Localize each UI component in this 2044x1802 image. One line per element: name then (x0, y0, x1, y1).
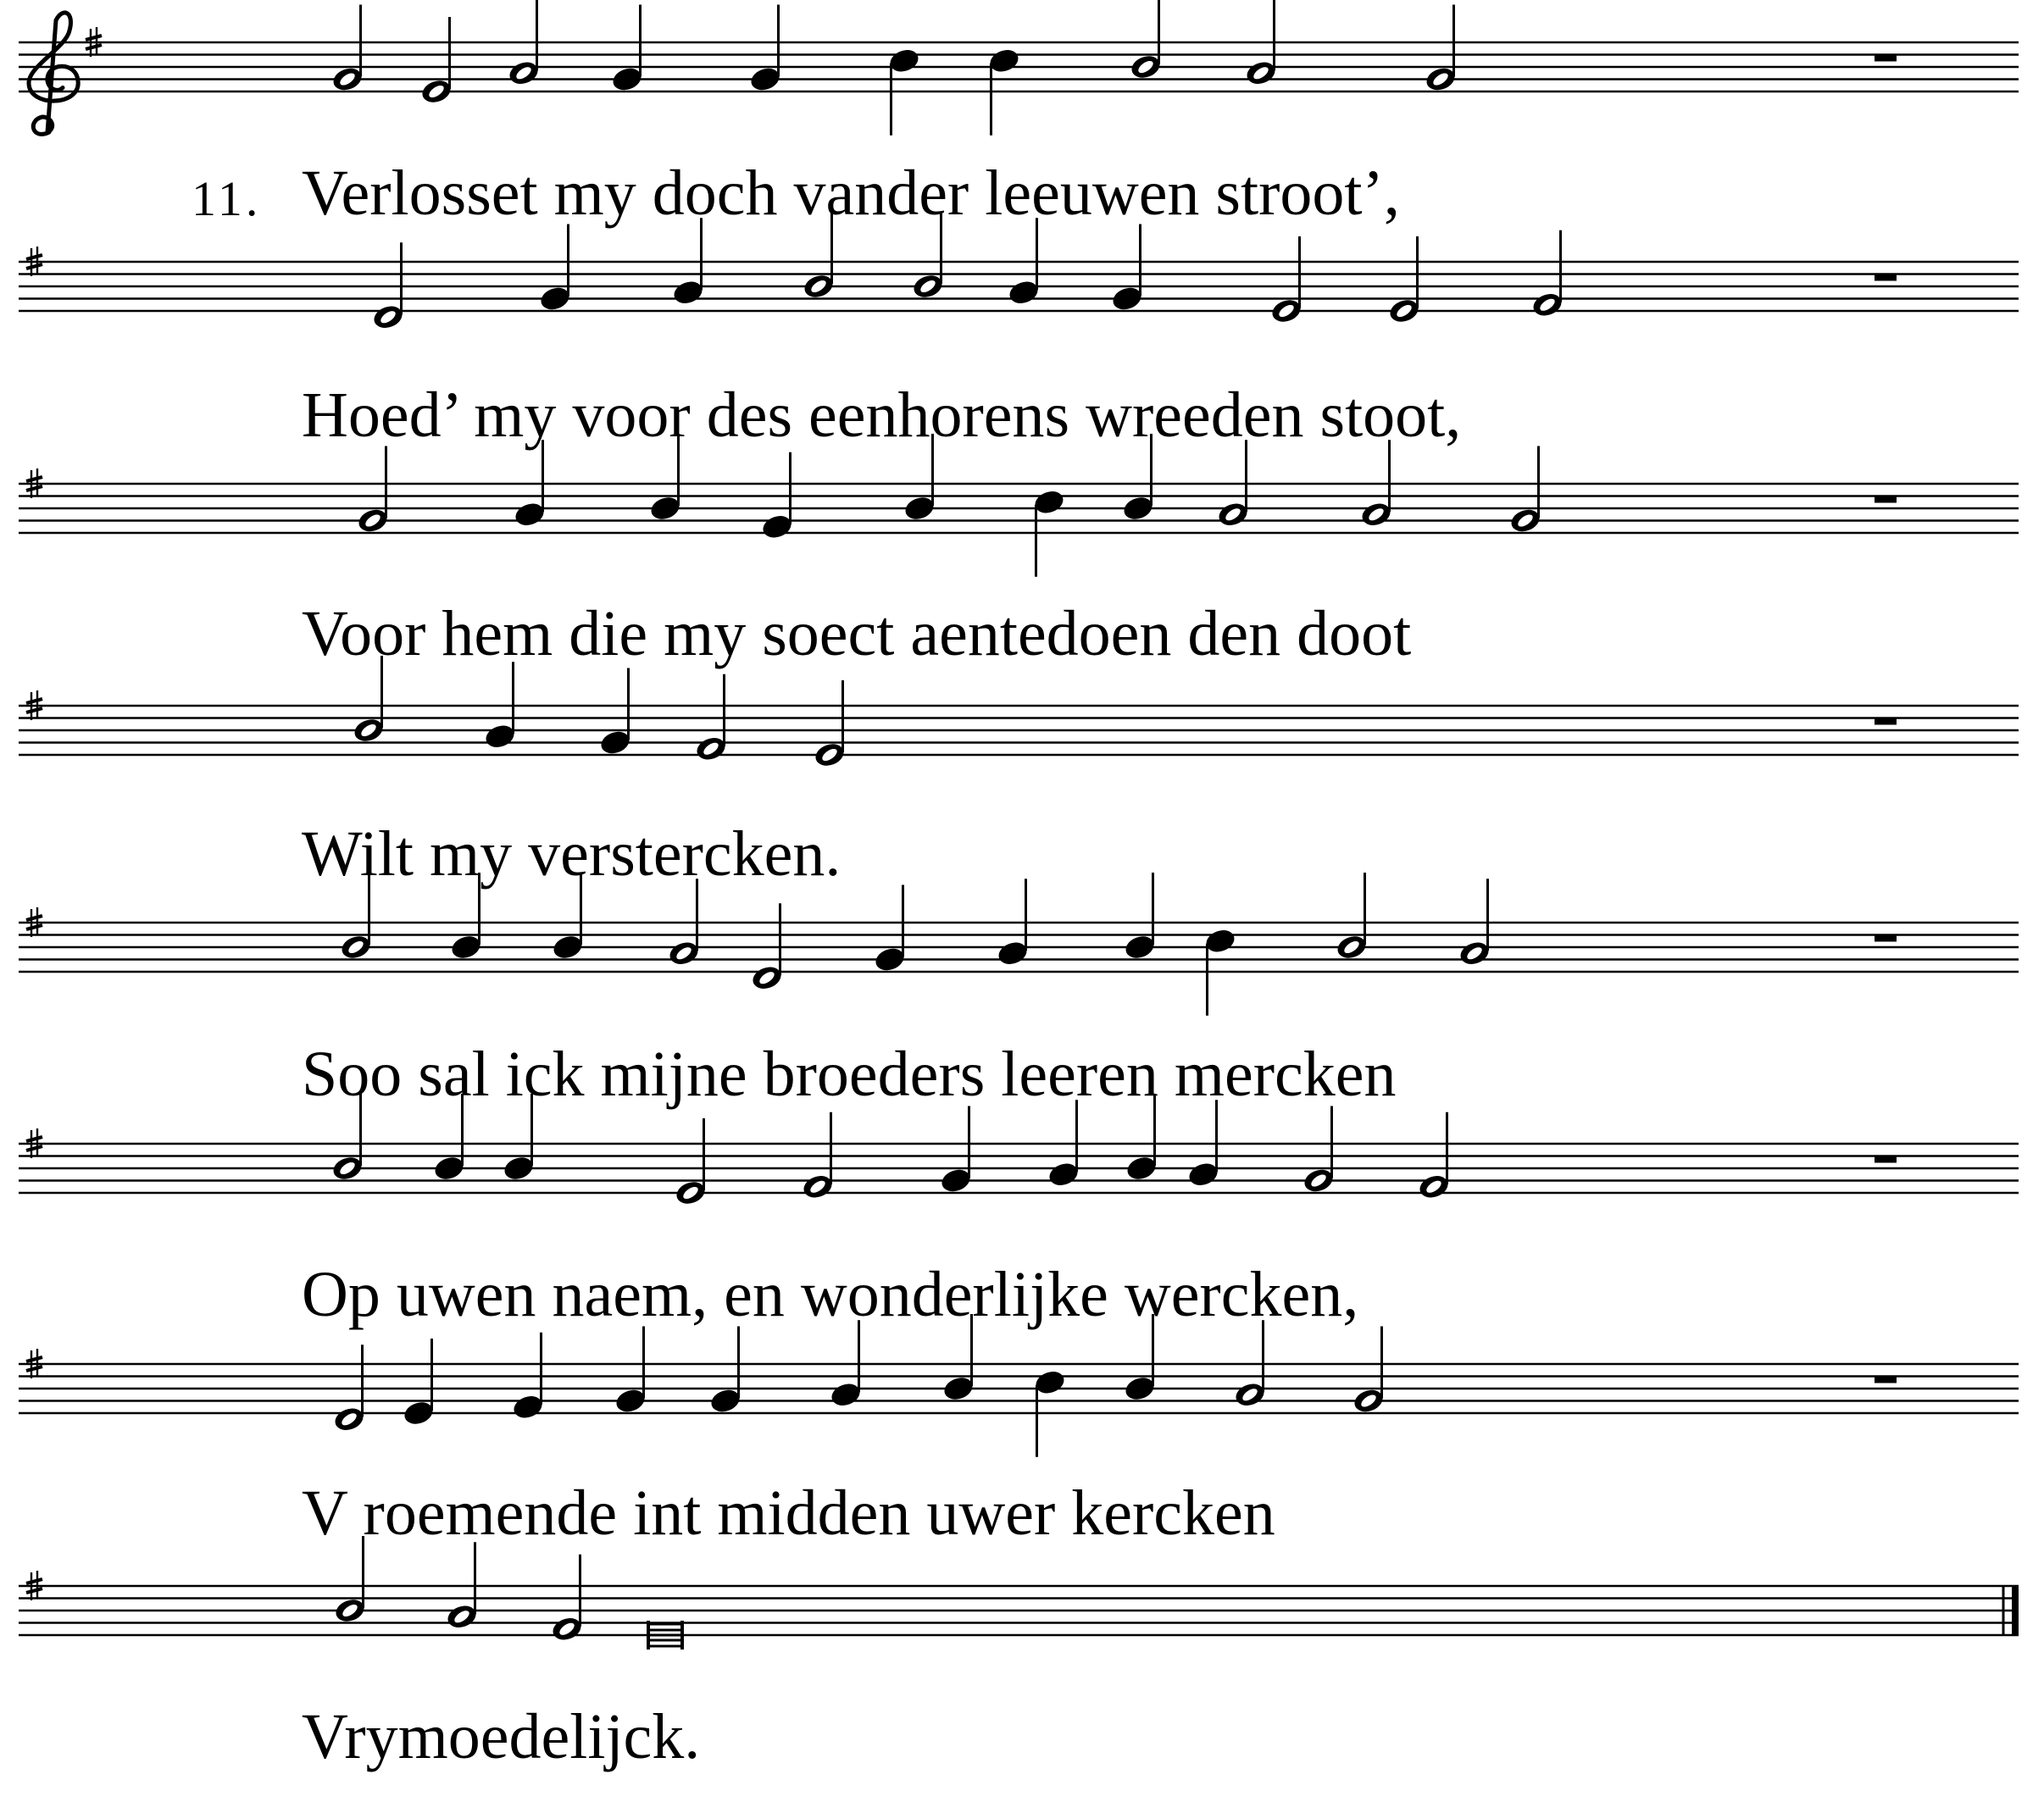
note (507, 0, 541, 87)
staff-system (19, 42, 2019, 91)
rest-icon (1875, 55, 1897, 62)
note (748, 5, 782, 94)
rest-icon (1875, 496, 1897, 503)
rest-icon (1875, 274, 1897, 281)
note (614, 1327, 647, 1416)
lyric-line: Verlosset my doch vander leeuwen stroot’, (302, 158, 1400, 229)
lyric-line: V roemende int midden uwer kercken (302, 1478, 1275, 1549)
lyric-line: Op uwen naem, en wonderlijke wercken, (302, 1259, 1359, 1330)
lyric-line: Hoed’ my voor des eenhorens wreeden stoot, (302, 380, 1462, 451)
note (1352, 1327, 1386, 1416)
staff-system (19, 1144, 2019, 1193)
note (648, 1621, 682, 1650)
lyric-line: Soo sal ick mijne broeders leeren mercken (302, 1039, 1397, 1110)
treble-clef-icon (29, 13, 78, 134)
note (1244, 0, 1278, 87)
note (1123, 873, 1157, 962)
lyric-line: Wilt my verstercken. (302, 818, 841, 890)
note (1508, 446, 1542, 535)
staff-system (19, 1586, 2019, 1635)
note (419, 17, 453, 106)
note (1424, 5, 1458, 94)
verse-number: 11. (192, 171, 262, 226)
note (356, 446, 390, 535)
staff-system (19, 1364, 2019, 1413)
note (708, 1327, 742, 1416)
note (598, 668, 632, 757)
note (610, 5, 644, 94)
rest-icon (1875, 1377, 1897, 1383)
note (333, 1536, 367, 1625)
note (402, 1339, 436, 1428)
note (1269, 236, 1303, 325)
note (1387, 236, 1421, 325)
note (873, 885, 907, 974)
staff-system (19, 484, 2019, 533)
note (813, 680, 847, 769)
staff-system (19, 706, 2019, 755)
lyric-line: Vrymoedelijck. (302, 1701, 701, 1772)
note (538, 225, 572, 313)
note (1129, 0, 1163, 81)
rest-icon (1875, 935, 1897, 942)
note (1110, 225, 1144, 313)
final-barline (2012, 1586, 2019, 1635)
rest-icon (1875, 718, 1897, 725)
rest-icon (1875, 1156, 1897, 1163)
note (1302, 1106, 1336, 1195)
note (674, 1118, 708, 1207)
note (939, 1106, 973, 1195)
note (1335, 873, 1369, 962)
lyric-line: Voor hem die my soect aentedoen den doot (302, 598, 1412, 669)
note (330, 5, 364, 94)
